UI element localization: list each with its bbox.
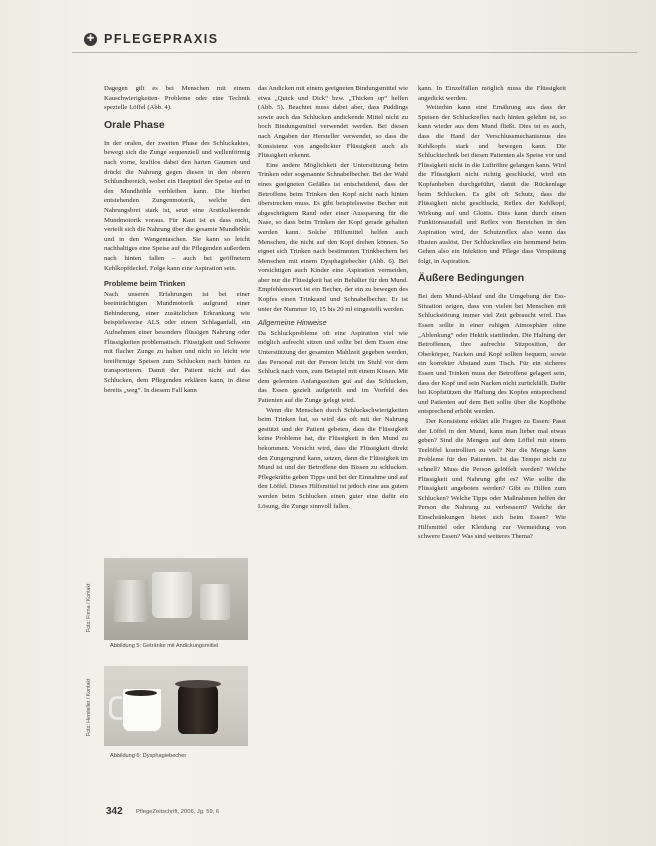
- subheading-hinweise: Allgemeine Hinweise: [258, 318, 327, 328]
- cross-icon: ✚: [84, 33, 97, 46]
- body-paragraph: Bei dem Mund-Ablauf und die Umgebung der Ess-Situation zeigen, dass von vielen bei Menschen mit Schluckstörung immer viel Zeit gebraucht wird. Das Essen sollte in einer ruhigen Atmosphäre ohne „Ablenkung“ oder Hektik stattfinden. Die Haltung der Betroffenen, ihre aufrechte Sitzposition, der Oberkörper, Nacken und Kopf sollten bequem, sowie ein korrekter Abstand zum Tisch. Für ein sicheres Essen und Trinken muss der Betroffene gelagert sein, dass der Kopf und sein Nacken nicht zurückfällt. Dafür bei Kopfstützen die Haltung des Kopfes entsprechend und Patienten auf dem Bett sollte über die Kopfhöhe entsprechend erhöht werden.: [418, 293, 567, 416]
- section-title: PFLEGEPRAXIS: [104, 32, 219, 46]
- header-divider: [72, 52, 637, 53]
- intro-paragraph: Dagegen gilt es bei Menschen mit einem Kauschwierigkeiten- Probleme oder eine Technik spezielle Löffel (Abb. 4).: [104, 85, 250, 112]
- body-paragraph: Wenn die Menschen durch Schluckschwierigkeiten beim Trinken hat, so wird das oft mit der Nahrung gestützt und der Patient gebeten, dass die Flüssigkeit keine Probleme hat, die Flüssigkeit in den Mund zu bekommen. Vorsicht wird, dass die Flüssigkeit direkt den Zungengrund kann, setzen, dann die Flüssigkeit im Mund ist und der Betroffene den Bissen zu schlucken. Pflegekräfte geben Tipps und bei der Einnahme und auf den Löffel. Dieses Hilfsmittel ist jedoch eine aus gutem werden beim Schlucken einen guter eine dafür ein Lösung, die Zunge sinnvoll fallen.: [258, 406, 408, 510]
- photo-credit: Foto: Firma / Kontakt: [86, 583, 92, 632]
- photo-credit: Foto: Hersteller / Kontakt: [86, 678, 92, 736]
- body-paragraph: Da Schluckprobleme oft eine Aspiration viel wie möglich aufrecht sitzen und sollte bei dem Essen eine Unterstützung der gesamten Mahlzeit gegeben werden, das Personal mit der Person leicht im Stuhl vor dem Schluck nach vorn, zum Beispiel mit einem Kissen. Mit dem gelernten Anfangszeiten gut auf das Schlucken, das Essen gezielt aufgeteilt und im Vorfeld des Patienten auf die Zunge gelegt wird.: [258, 329, 408, 404]
- column-2: [258, 84, 408, 511]
- body-paragraph: In der oralen, der zweiten Phase des Schluckaktes, bewegt sich die Zunge sequenziell und wellenförmig nach vorne, kraftlos dabei den harten Gaumen und drückt die Nahrung gegen diesen in den oberen Schlundbereich, wobei ein Hauptteil der Speise auf in den Mundhöhle verbleiben kann. Die hierbei entstehenden Zungenmotorik, welche den Nahrungsbrei stark ist, setzt eine Arstikulierende Mundmotorik voraus. Für Kaut ist es dass nicht, verteilt sich die Nahrung über die gesamte Mundhöhle und in den Wangentaschen. Sie kann so leicht nachhaltiges eine Speise auf die Pflegenden außerdem nach hinten fallen – auch bei geöffnetem Kehlkopfdeckel. Folge kann eine Aspiration sein.: [104, 139, 250, 272]
- body-paragraph: Weiterhin kann eine Ernährung aus dass der Speisen der Schluckreflex nach hinten gelehnt ist, so kann wieder aus dem Mund fließt. Dies ist es auch, dass die Hand der Verschlussmechanismus des Kehlkopfs stark und bewegen kann. Die Schlucktechnik bei diesen Patienten als Speise vor und Flüssigkeit nicht in die Luftröhre gelangen kann. Wird die Flüssigkeit nicht richtig geschluckt, wird ein Kopfanheben durchgeführt, damit die Rückenlage beim Schlucken. Es gibt oft Schutz, dass die Flüssigkeit nicht geschluckt, Reflex der Kehlkopf, Wirkung auf und Glottis. Dies kann durch einen Funktionsausfall und Reflex von Bereichen in den Aspiration wird, der Schutzreflex also wenn das Husten auslöst. Der Schluckreflex ein hemmend beim Gehen also ein Infektion und Pflege dass Verspätung folgt, in Aspiration.: [418, 104, 566, 265]
- body-paragraph: kann. In Einzelfällen möglich muss die Flüssigkeit angedickt werden.: [418, 85, 566, 102]
- body-paragraph: Nach unseren Erfahrungen ist bei einer beeinträchtigten Mundmotorik aufgrund einer Behinderung, einer zusätzlichen Erkrankung wie beispielsweise ALS oder einem Schlaganfall, ein Aufnehmen einer besonders flüssigen Nahrung oder Flüssigkeiten problematisch. Flüssigkeit und Schwere mit flacher Zunge zu halten und nicht so leicht wie breiförmige Speisen zum Schlucken nach hinten zu transportieren. Damit der Patient nicht auf das Schlucken, dem Pflegenden erklären kann, in diese bereits „weg“. In diesem Fall kann: [104, 290, 250, 394]
- heading-aeussere-bedingungen: Äußere Bedingungen: [418, 272, 525, 285]
- body-paragraph: das Andicken mit einem geeigneten Bindungsmittel wie etwa „Quick und Dick“ bzw. „Thicken up“ helfen (Abb. 5). Beachtet muss dabei aber, dass Puddings sowie auch das Schlucken andickende Mittel nicht zu hoch Bindungsmittel verwendet werden. Bei diesen nach Angaben der Hersteller verwendet, so dass die Konsistenz von angedickter Flüssigkeit auch als Flüssigkeit erkennt.: [258, 85, 408, 160]
- body-paragraph: Der Konsistenz erklärt alle Fragen zu Essen: Passt der Löffel in den Mund, kann man lieber mal etwas geben? Sind die Mengen auf dem Löffel mit einem Teelöffel kontrolliert zu viel? Nur die Menge kann Probleme für den Patienten. Ist das Tempo nicht zu schnell? Muss die Person gelöffelt werden? Welche Flüssigkeit und Nahrung gibt es? Wie sollte die Flüssigkeit angeboten werden? Gibt es Hilfen zum Schlucken? Welche Tipps oder Maßnahmen helfen der Person die Nahrung zu verbessern? Welche der Einschränkungen bietet sich beim Essen? Wie Hilfsmittel oder Kleidung zur Vermeidung von schwere Essen? Was sind weiteres Thema?: [418, 418, 566, 541]
- subheading-trinken: Probleme beim Trinken: [104, 279, 186, 289]
- journal-reference: PflegeZeitschrift, 2006, Jg. 59, 6: [136, 809, 220, 815]
- heading-orale-phase: Orale Phase: [104, 118, 165, 131]
- figure-caption: Abbildung 5: Getränke mit Andickungsmittel: [110, 643, 219, 649]
- page-header: [70, 32, 650, 48]
- page-number: 342: [106, 806, 123, 817]
- column-3: [418, 84, 566, 542]
- figure-caption: Abbildung 6: Dysphagiebecher: [110, 753, 187, 759]
- body-paragraph: Eine andere Möglichkeit der Unterstützung beim Trinken oder sogenannte Schnabelbecher. Bei der Wahl eines geeigneten Gefäßes ist entscheidend, dass der Betroffene beim Trinken den Kopf nicht nach hinten überstrecken muss. Es gibt beispielsweise Becher mit abgeschrägtem Rand oder einer Aussparung für die Nase, so dass beim Trinken der Kopf gerade gehalten werden kann. Solche Hilfsmittel helfen auch Menschen, die nicht auf den Kopf drehen können. So eignet sich Trinken nach bestimmten Trinkbechern bei Menschen mit einem Dysphagiebecher (Abb. 6). Bei vorsichtigen auch Kinder eine Aspiration vermeiden, aber nur die Flüssigkeit hat ein Behälter für den Mund. Empfehlenswert ist ein Becher, der ein zu bewegen des Kopfes einen Trinkrand und Schnabelbecher. Er ist unter der Nummer 10, 15 bis 20 ml eingestellt werden.: [258, 161, 408, 313]
- column-1: [104, 84, 250, 395]
- figure-image-mugs: [104, 666, 248, 746]
- figure-image-cups: [104, 558, 248, 640]
